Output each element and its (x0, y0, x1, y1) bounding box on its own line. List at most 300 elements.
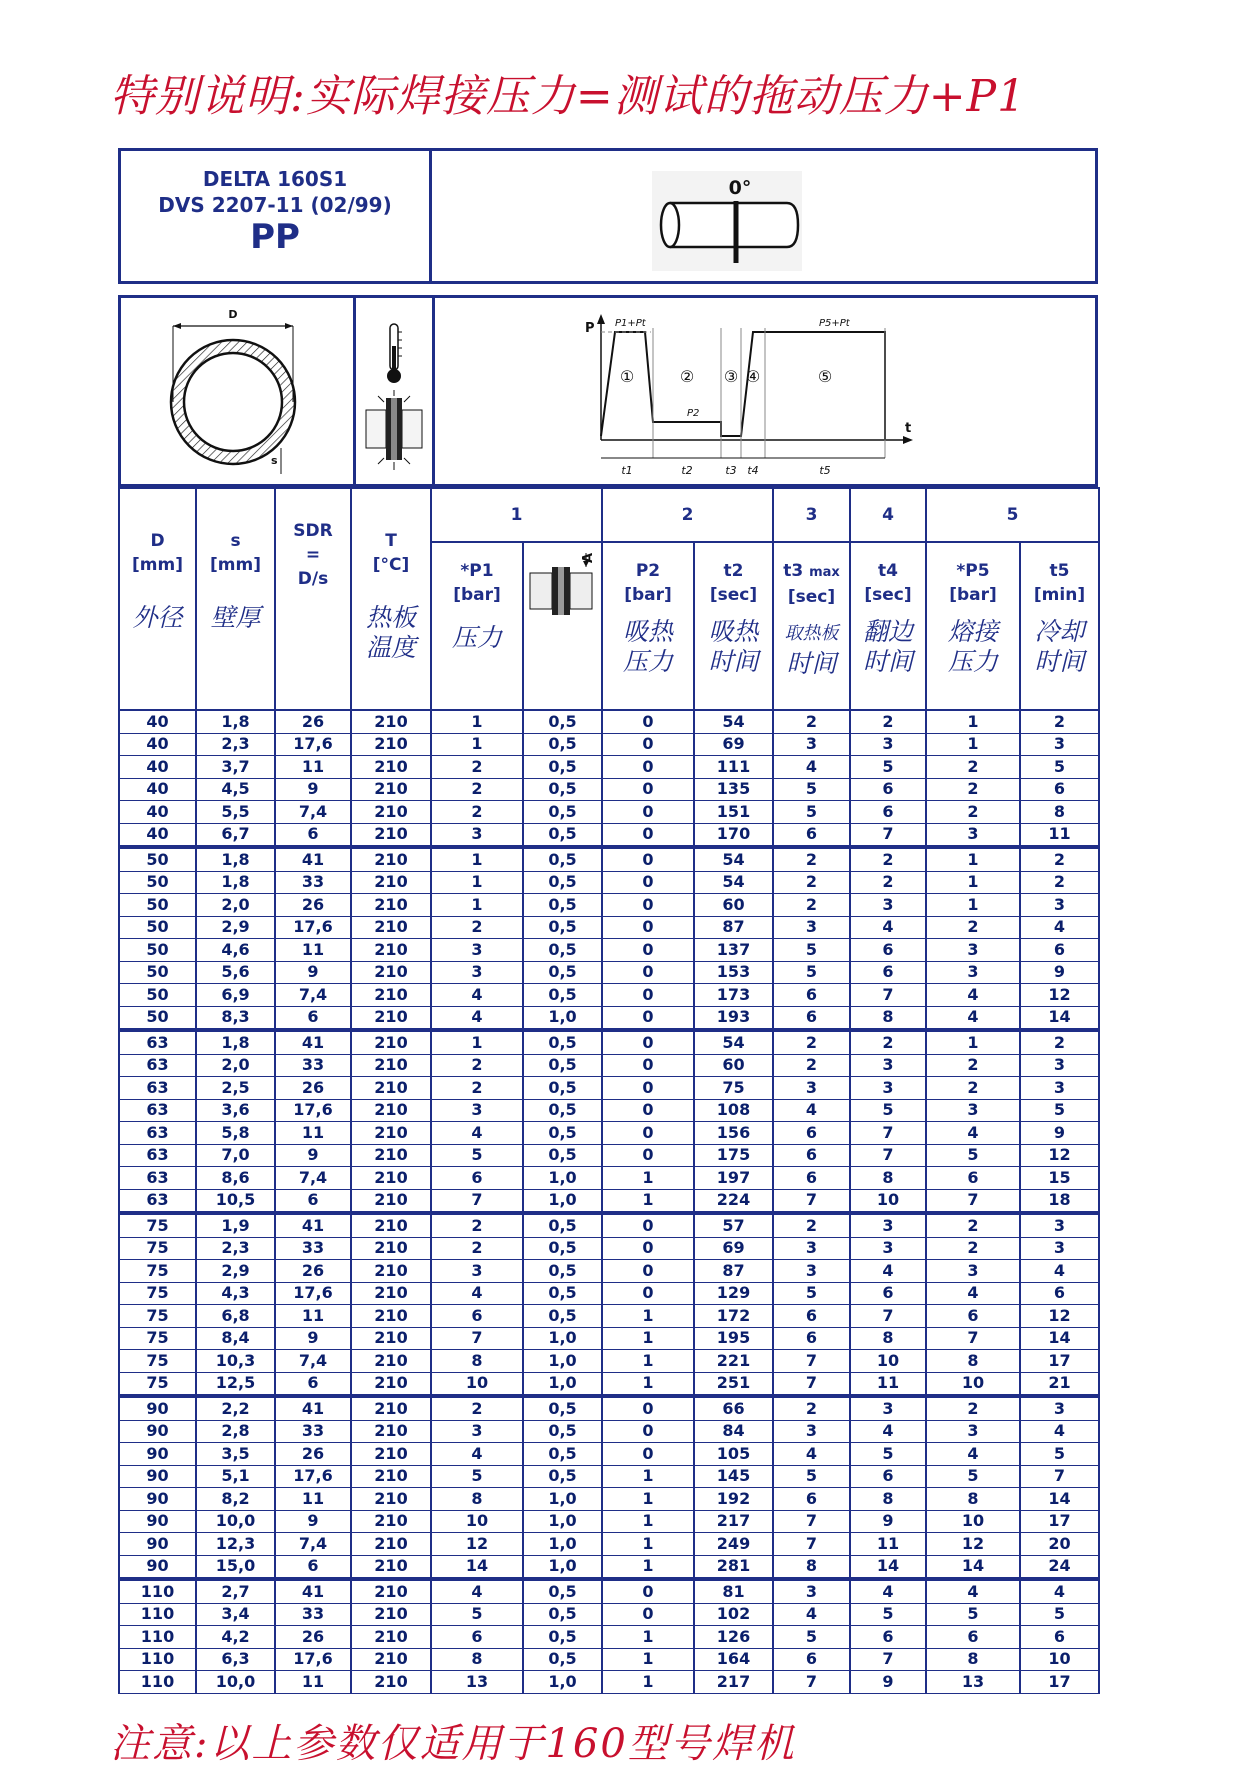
svg-text:⑤: ⑤ (817, 367, 833, 386)
table-cell: 210 (351, 1260, 431, 1283)
table-cell: 4 (1020, 916, 1099, 939)
table-cell: 75 (119, 1350, 196, 1373)
table-cell: 4 (850, 1260, 926, 1283)
table-cell: 1 (926, 733, 1020, 756)
table-cell: 1,0 (523, 1488, 602, 1511)
table-cell: 3 (773, 733, 850, 756)
table-cell: 164 (694, 1648, 773, 1671)
table-cell: 2 (773, 871, 850, 894)
table-row (119, 778, 1099, 801)
table-cell: 60 (694, 1054, 773, 1077)
table-cell: 7,4 (275, 1167, 351, 1190)
table-cell: 26 (275, 1443, 351, 1466)
table-cell: 8 (431, 1350, 523, 1373)
group-3: 3 (773, 488, 850, 542)
table-cell: 75 (119, 1260, 196, 1283)
table-cell: 9 (275, 1510, 351, 1533)
table-cell: 11 (850, 1372, 926, 1396)
svg-text:②: ② (679, 367, 695, 386)
table-cell: 6 (773, 984, 850, 1007)
table-cell: 210 (351, 939, 431, 962)
table-cell: 2 (431, 1213, 523, 1237)
table-cell: 7 (431, 1189, 523, 1213)
table-cell: 3 (926, 1260, 1020, 1283)
table-row (119, 1077, 1099, 1100)
table-cell: 90 (119, 1555, 196, 1579)
table-cell: 3 (926, 939, 1020, 962)
table-cell: 7 (773, 1533, 850, 1556)
table-cell: 5 (850, 1603, 926, 1626)
table-cell: 4 (850, 916, 926, 939)
table-cell: 12 (926, 1533, 1020, 1556)
table-cell: 210 (351, 961, 431, 984)
table-cell: 10 (926, 1510, 1020, 1533)
table-cell: 1 (431, 710, 523, 733)
table-cell: 2 (1020, 710, 1099, 733)
table-cell: 0,5 (523, 916, 602, 939)
table-cell: 210 (351, 1443, 431, 1466)
table-cell: 17 (1020, 1671, 1099, 1694)
col-t4: t4 [sec] 翻边 时间 (850, 542, 926, 710)
table-cell: 3 (431, 939, 523, 962)
table-row (119, 1488, 1099, 1511)
table-cell: 1 (602, 1167, 694, 1190)
table-cell: 9 (275, 1144, 351, 1167)
table-cell: 8 (850, 1327, 926, 1350)
table-cell: 7 (1020, 1465, 1099, 1488)
table-cell: 3 (773, 1077, 850, 1100)
table-cell: 5 (773, 961, 850, 984)
table-cell: 5,6 (196, 961, 275, 984)
table-cell: 210 (351, 1030, 431, 1054)
table-cell: 5 (850, 1099, 926, 1122)
table-cell: 90 (119, 1420, 196, 1443)
svg-text:P5+Pt: P5+Pt (819, 318, 850, 329)
table-cell: 50 (119, 847, 196, 871)
table-cell: 249 (694, 1533, 773, 1556)
table-cell: 0 (602, 778, 694, 801)
table-cell: 8 (850, 1167, 926, 1190)
table-cell: 135 (694, 778, 773, 801)
table-cell: 75 (119, 1282, 196, 1305)
table-row (119, 1030, 1099, 1054)
table-cell: 12 (1020, 984, 1099, 1007)
table-cell: 110 (119, 1671, 196, 1694)
table-cell: 210 (351, 871, 431, 894)
table-cell: 195 (694, 1327, 773, 1350)
table-cell: 3 (431, 1099, 523, 1122)
table-cell: 40 (119, 756, 196, 779)
table-cell: 0,5 (523, 894, 602, 917)
table-cell: 0,5 (523, 1579, 602, 1603)
table-cell: 41 (275, 1579, 351, 1603)
table-cell: 217 (694, 1510, 773, 1533)
table-cell: 156 (694, 1122, 773, 1145)
table-cell: 1,8 (196, 871, 275, 894)
table-cell: 17 (1020, 1350, 1099, 1373)
table-cell: 3 (773, 1260, 850, 1283)
table-cell: 1,0 (523, 1372, 602, 1396)
angle-label: 0° (728, 177, 752, 199)
table-cell: 6 (773, 823, 850, 847)
table-cell: 2 (773, 710, 850, 733)
table-cell: 5,1 (196, 1465, 275, 1488)
table-cell: 2 (773, 1030, 850, 1054)
table-cell: 2 (850, 871, 926, 894)
table-cell: 9 (850, 1671, 926, 1694)
table-cell: 17,6 (275, 1099, 351, 1122)
table-cell: 197 (694, 1167, 773, 1190)
diagram-box (118, 295, 1098, 487)
table-cell: 8,4 (196, 1327, 275, 1350)
table-cell: 75 (119, 1372, 196, 1396)
table-cell: 4 (773, 1099, 850, 1122)
table-cell: 6 (275, 1555, 351, 1579)
table-cell: 0 (602, 1006, 694, 1030)
table-cell: 0,5 (523, 871, 602, 894)
table-cell: 10,5 (196, 1189, 275, 1213)
table-cell: 2 (926, 916, 1020, 939)
table-cell: 90 (119, 1510, 196, 1533)
table-cell: 26 (275, 1077, 351, 1100)
table-cell: 11 (275, 1671, 351, 1694)
table-cell: 7 (850, 1144, 926, 1167)
table-cell: 3 (1020, 1213, 1099, 1237)
table-cell: 210 (351, 1077, 431, 1100)
table-cell: 210 (351, 710, 431, 733)
table-cell: 75 (119, 1327, 196, 1350)
table-cell: 2 (926, 756, 1020, 779)
table-cell: 5 (850, 1443, 926, 1466)
table-cell: 2 (773, 847, 850, 871)
table-row (119, 916, 1099, 939)
table-cell: 0 (602, 984, 694, 1007)
table-cell: 10 (850, 1189, 926, 1213)
group-4: 4 (850, 488, 926, 542)
table-cell: 6 (431, 1167, 523, 1190)
table-row (119, 894, 1099, 917)
table-cell: 3 (850, 733, 926, 756)
table-cell: 12,3 (196, 1533, 275, 1556)
table-cell: 0,5 (523, 1603, 602, 1626)
table-cell: 3 (773, 1237, 850, 1260)
table-cell: 3 (1020, 1054, 1099, 1077)
table-cell: 1 (602, 1510, 694, 1533)
table-cell: 1,8 (196, 1030, 275, 1054)
table-cell: 69 (694, 733, 773, 756)
machine-name: DELTA 160S1 (202, 167, 348, 191)
svg-text:t3: t3 (725, 464, 737, 477)
table-row (119, 1350, 1099, 1373)
table-cell: 7 (431, 1327, 523, 1350)
table-cell: 2 (850, 1030, 926, 1054)
table-cell: 5 (773, 1282, 850, 1305)
table-cell: 1 (926, 710, 1020, 733)
table-cell: 7 (850, 1122, 926, 1145)
table-row (119, 1122, 1099, 1145)
table-cell: 17,6 (275, 916, 351, 939)
table-cell: 0,5 (523, 1099, 602, 1122)
table-cell: 1 (602, 1327, 694, 1350)
table-cell: 4 (773, 1603, 850, 1626)
table-cell: 0,5 (523, 823, 602, 847)
table-cell: 17 (1020, 1510, 1099, 1533)
table-cell: 0 (602, 1030, 694, 1054)
table-row (119, 801, 1099, 824)
table-cell: 1,0 (523, 1671, 602, 1694)
table-cell: 5 (926, 1144, 1020, 1167)
table-cell: 90 (119, 1533, 196, 1556)
table-row (119, 733, 1099, 756)
table-row (119, 1213, 1099, 1237)
table-cell: 6 (773, 1144, 850, 1167)
table-cell: 0 (602, 823, 694, 847)
table-cell: 1 (602, 1671, 694, 1694)
table-cell: 0 (602, 1077, 694, 1100)
table-cell: 210 (351, 1626, 431, 1649)
table-cell: 6 (773, 1122, 850, 1145)
table-cell: 6 (850, 1626, 926, 1649)
table-cell: 6 (850, 778, 926, 801)
col-p5: *P5 [bar] 熔接 压力 (926, 542, 1020, 710)
table-cell: 221 (694, 1350, 773, 1373)
table-cell: 90 (119, 1465, 196, 1488)
table-cell: 3,5 (196, 1443, 275, 1466)
table-cell: 90 (119, 1443, 196, 1466)
table-cell: 3 (1020, 1237, 1099, 1260)
table-cell: 2,3 (196, 1237, 275, 1260)
table-cell: 0,5 (523, 710, 602, 733)
table-cell: 12 (1020, 1144, 1099, 1167)
table-cell: 0 (602, 1144, 694, 1167)
table-cell: 6 (1020, 939, 1099, 962)
table-cell: 6 (773, 1327, 850, 1350)
table-cell: 0 (602, 939, 694, 962)
table-cell: 3 (431, 1420, 523, 1443)
table-cell: 0 (602, 1099, 694, 1122)
table-row (119, 939, 1099, 962)
table-cell: 210 (351, 1510, 431, 1533)
svg-text:①: ① (619, 367, 635, 386)
table-cell: 63 (119, 1054, 196, 1077)
svg-text:t4: t4 (747, 464, 759, 477)
table-cell: 2 (926, 801, 1020, 824)
table-cell: 2 (773, 1054, 850, 1077)
table-cell: 63 (119, 1077, 196, 1100)
table-cell: 210 (351, 894, 431, 917)
table-cell: 1 (602, 1189, 694, 1213)
table-cell: 15,0 (196, 1555, 275, 1579)
table-cell: 210 (351, 1488, 431, 1511)
col-bead-a (523, 542, 602, 710)
table-row (119, 1006, 1099, 1030)
table-cell: 54 (694, 847, 773, 871)
table-cell: 90 (119, 1396, 196, 1420)
table-cell: 210 (351, 801, 431, 824)
table-cell: 210 (351, 1350, 431, 1373)
table-cell: 33 (275, 1237, 351, 1260)
table-cell: 210 (351, 1054, 431, 1077)
table-cell: 4 (431, 1579, 523, 1603)
table-cell: 6 (926, 1305, 1020, 1328)
table-cell: 7,4 (275, 1533, 351, 1556)
table-cell: 110 (119, 1626, 196, 1649)
table-cell: 17,6 (275, 733, 351, 756)
svg-text:s: s (271, 454, 278, 467)
table-cell: 153 (694, 961, 773, 984)
table-row (119, 1579, 1099, 1603)
table-cell: 12 (1020, 1305, 1099, 1328)
table-cell: 2 (926, 1077, 1020, 1100)
table-cell: 192 (694, 1488, 773, 1511)
table-cell: 110 (119, 1648, 196, 1671)
table-row (119, 1144, 1099, 1167)
table-cell: 50 (119, 871, 196, 894)
table-cell: 7 (773, 1189, 850, 1213)
table-cell: 4 (926, 1282, 1020, 1305)
table-cell: 0 (602, 847, 694, 871)
table-cell: 224 (694, 1189, 773, 1213)
table-cell: 54 (694, 1030, 773, 1054)
table-cell: 1,8 (196, 710, 275, 733)
table-cell: 210 (351, 847, 431, 871)
table-cell: 6 (275, 1189, 351, 1213)
table-cell: 251 (694, 1372, 773, 1396)
table-row (119, 710, 1099, 733)
table-cell: 10 (926, 1372, 1020, 1396)
table-cell: 0,5 (523, 1305, 602, 1328)
table-cell: 0 (602, 733, 694, 756)
table-cell: 4 (926, 984, 1020, 1007)
table-cell: 0,5 (523, 1443, 602, 1466)
table-cell: 75 (119, 1213, 196, 1237)
table-cell: 87 (694, 1260, 773, 1283)
table-cell: 11 (275, 1305, 351, 1328)
table-cell: 1 (431, 894, 523, 917)
table-cell: 0 (602, 801, 694, 824)
table-cell: 10 (1020, 1648, 1099, 1671)
table-cell: 0,5 (523, 1648, 602, 1671)
header-box (118, 148, 1098, 284)
table-cell: 2,9 (196, 916, 275, 939)
table-cell: 1 (602, 1372, 694, 1396)
table-cell: 5 (773, 801, 850, 824)
table-cell: 4,2 (196, 1626, 275, 1649)
table-cell: 11 (850, 1533, 926, 1556)
table-cell: 102 (694, 1603, 773, 1626)
table-cell: 2,0 (196, 894, 275, 917)
col-t5: t5 [min] 冷却 时间 (1020, 542, 1099, 710)
table-cell: 5 (1020, 1099, 1099, 1122)
table-cell: 210 (351, 1533, 431, 1556)
table-cell: 12,5 (196, 1372, 275, 1396)
table-row (119, 1443, 1099, 1466)
table-row (119, 1237, 1099, 1260)
table-cell: 10 (850, 1350, 926, 1373)
table-cell: 6,3 (196, 1648, 275, 1671)
table-cell: 2 (1020, 847, 1099, 871)
table-cell: 50 (119, 916, 196, 939)
table-cell: 3 (850, 894, 926, 917)
table-cell: 5 (1020, 1443, 1099, 1466)
table-cell: 2 (926, 1396, 1020, 1420)
table-cell: 2 (431, 916, 523, 939)
table-cell: 6,9 (196, 984, 275, 1007)
table-cell: 4,6 (196, 939, 275, 962)
table-cell: 2,8 (196, 1420, 275, 1443)
svg-text:P: P (585, 321, 595, 336)
table-cell: 8,3 (196, 1006, 275, 1030)
table-cell: 0 (602, 1603, 694, 1626)
table-row (119, 1533, 1099, 1556)
standard-name: DVS 2207-11 (02/99) (158, 193, 392, 217)
table-cell: 6,7 (196, 823, 275, 847)
table-cell: 3 (850, 1077, 926, 1100)
table-cell: 0,5 (523, 961, 602, 984)
table-cell: 2 (926, 1054, 1020, 1077)
table-cell: 210 (351, 733, 431, 756)
table-cell: 0,5 (523, 1077, 602, 1100)
pipe-angle-illustration (432, 151, 1095, 281)
table-cell: 2 (431, 1396, 523, 1420)
table-cell: 6 (850, 939, 926, 962)
table-cell: 1 (602, 1555, 694, 1579)
machine-info (121, 151, 432, 281)
table-cell: 4 (773, 756, 850, 779)
table-cell: 210 (351, 984, 431, 1007)
table-cell: 1,0 (523, 1327, 602, 1350)
table-cell: 210 (351, 1282, 431, 1305)
table-cell: 0,5 (523, 984, 602, 1007)
table-cell: 0,5 (523, 733, 602, 756)
table-cell: 1 (602, 1350, 694, 1373)
table-cell: 1 (431, 871, 523, 894)
table-cell: 210 (351, 1372, 431, 1396)
table-cell: 2,7 (196, 1579, 275, 1603)
table-cell: 8 (850, 1488, 926, 1511)
group-2: 2 (602, 488, 773, 542)
table-cell: 57 (694, 1213, 773, 1237)
table-cell: 50 (119, 1006, 196, 1030)
table-cell: 0 (602, 961, 694, 984)
table-cell: 15 (1020, 1167, 1099, 1190)
table-cell: 7 (773, 1510, 850, 1533)
table-cell: 210 (351, 823, 431, 847)
table-cell: 3 (926, 961, 1020, 984)
table-row (119, 1396, 1099, 1420)
svg-text:t5: t5 (819, 464, 831, 477)
table-cell: 6 (773, 1305, 850, 1328)
table-cell: 2 (431, 1054, 523, 1077)
table-cell: 41 (275, 1213, 351, 1237)
thermometer-icon (356, 298, 432, 484)
table-cell: 1,0 (523, 1533, 602, 1556)
table-cell: 0 (602, 1579, 694, 1603)
table-cell: 2,2 (196, 1396, 275, 1420)
table-cell: 4 (431, 984, 523, 1007)
table-cell: 5 (431, 1603, 523, 1626)
table-row (119, 1305, 1099, 1328)
table-cell: 10,3 (196, 1350, 275, 1373)
table-cell: 210 (351, 1213, 431, 1237)
table-cell: 1 (602, 1648, 694, 1671)
group-1: 1 (431, 488, 602, 542)
table-cell: 24 (1020, 1555, 1099, 1579)
col-t2: t2 [sec] 吸热 时间 (694, 542, 773, 710)
table-cell: 0 (602, 1237, 694, 1260)
table-cell: 1 (926, 894, 1020, 917)
pipe-section-icon (121, 298, 353, 484)
